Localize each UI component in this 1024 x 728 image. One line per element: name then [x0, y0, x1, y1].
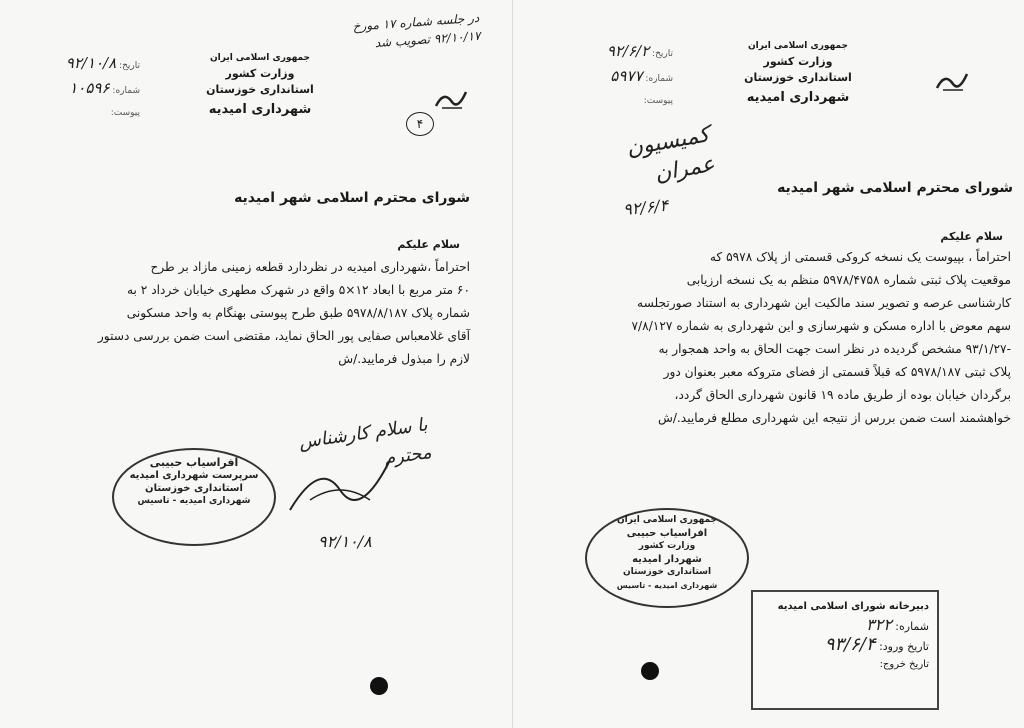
right-stamp-line-1: جمهوری اسلامی ایران: [616, 515, 718, 525]
right-referral-date: ۹۲/۶/۴: [622, 195, 670, 220]
left-date-value: ۹۲/۱۰/۸: [65, 54, 117, 72]
left-header-line-1: جمهوری اسلامی ایران: [209, 53, 311, 63]
left-round-stamp: [112, 448, 276, 546]
left-stamp-line-2: سرپرست شهرداری امیدیه: [129, 470, 259, 481]
left-body-line-4: آقای غلامعباس صفایی پور الحاق نماید، مقتضی است ضمن بررسی دستور: [97, 329, 470, 343]
left-stamp-line-4: شهرداری امیدیه - تاسیس: [137, 496, 251, 506]
left-meta-block: [30, 52, 140, 124]
left-greeting: سلام علیکم: [397, 238, 460, 251]
right-header-line-1: جمهوری اسلامی ایران: [747, 41, 849, 51]
right-council-title: شورای محترم اسلامی شهر امیدیه: [777, 180, 1013, 196]
left-body-line-5: لازم را مبذول فرمایید./ش: [338, 352, 470, 366]
receipt-date-label: تاریخ ورود:: [879, 640, 929, 653]
right-letterhead: [728, 38, 868, 106]
left-punch-hole: [370, 677, 388, 695]
right-round-stamp: [585, 508, 749, 608]
right-greeting: سلام علیکم: [940, 230, 1003, 243]
receipt-date-row: [761, 636, 929, 656]
receipt-number-row: [761, 616, 929, 636]
right-letter-body: [563, 246, 1011, 430]
receipt-number-label: شماره:: [895, 620, 929, 633]
right-body-line-7: برگردان خیابان بوده از طریق ماده ۱۹ قانون شهرداری الحاق گردد،: [674, 388, 1011, 402]
left-body-line-2: ۶۰ متر مربع با ابعاد ۱۲×۵ واقع در شهرک مطهری خیابان خرداد ۲ به: [126, 283, 470, 297]
right-date-row: [563, 40, 673, 65]
left-stamp-line-1: افراسیاب حبیبی: [149, 456, 239, 469]
right-body-line-3: کارشناسی عرصه و تصویر سند مالکیت این شهرداری به استناد صورتجلسه: [637, 296, 1011, 310]
left-header-line-2: وزارت کشور: [225, 67, 295, 80]
right-letter-page: [512, 0, 1024, 728]
right-stamp-line-2: افراسیاب حبیبی: [626, 528, 708, 539]
right-header-line-3: استانداری خوزستان: [744, 71, 852, 84]
left-signature-note: با سلام کارشناس محترم: [297, 414, 433, 470]
receipt-exit-label: تاریخ خروج:: [879, 659, 929, 670]
receipt-date-value: ۹۳/۶/۴: [824, 634, 876, 655]
receipt-number-value: ۳۲۲: [866, 615, 892, 634]
right-number-label: شماره:: [645, 74, 673, 84]
left-logo: [432, 84, 472, 114]
left-number-label: شماره:: [112, 86, 140, 96]
left-attachment-label: پیوست:: [110, 108, 140, 118]
left-signature-scribble-icon: [280, 440, 410, 520]
right-body-line-5: -۹۳/۱/۲۷ مشخص گردیده در نظر است جهت الحاق به واحد همجوار به: [658, 342, 1011, 356]
left-approval-note: در جلسه شماره ۱۷ مورخ ۹۲/۱۰/۱۷ تصویب شد: [352, 10, 481, 51]
left-org-name: شهرداری امیدیه: [208, 102, 312, 117]
receipt-stamp-title: دبیرخانه شورای اسلامی امیدیه: [777, 601, 929, 612]
right-stamp-line-6: شهرداری امیدیه - تاسیس: [616, 581, 718, 590]
right-meta-block: [563, 40, 673, 112]
left-circled-number: ۴: [406, 112, 434, 136]
left-letterhead: [190, 50, 330, 118]
right-stamp-line-3: وزارت کشور: [638, 541, 696, 551]
left-date-row: [30, 52, 140, 77]
right-body-line-6: پلاک ثبتی ۵۹۷۸/۱۸۷ که قبلاً قسمتی از فضای متروکه معبر بعنوان دور: [663, 365, 1011, 379]
right-body-line-8: خواهشمند است ضمن بررس از نتیجه این شهرداری مطلع فرمایید./ش: [657, 411, 1011, 425]
right-attachment-row: [563, 90, 673, 112]
right-attachment-label: پیوست:: [643, 96, 673, 106]
left-attachment-row: [30, 102, 140, 124]
left-header-line-3: استانداری خوزستان: [206, 83, 314, 96]
right-logo: [933, 66, 973, 96]
bismillah-logo-icon: [432, 84, 472, 114]
left-date-label: تاریخ:: [119, 61, 140, 71]
right-header-line-2: وزارت کشور: [763, 55, 833, 68]
left-stamp-line-3: استانداری خوزستان: [145, 483, 243, 494]
left-council-title: شورای محترم اسلامی شهر امیدیه: [234, 190, 470, 206]
right-body-line-2: موقعیت پلاک ثبتی شماره ۵۹۷۸/۴۷۵۸ منظم به یک نسخه ارزیابی: [686, 273, 1011, 287]
right-date-label: تاریخ:: [652, 49, 673, 59]
right-stamp-line-4: شهردار امیدیه: [632, 554, 702, 565]
right-date-value: ۹۲/۶/۲: [606, 42, 650, 60]
right-body-line-4: سهم معوض با اداره مسکن و شهرسازی و این شهرداری به شماره ۷/۸/۱۲۷: [631, 319, 1011, 333]
right-stamp-line-5: استانداری خوزستان: [622, 567, 712, 577]
right-punch-hole: [641, 662, 659, 680]
left-number-row: [30, 77, 140, 102]
right-receipt-stamp: [751, 590, 939, 710]
right-referral-note: کمیسیون عمران: [624, 122, 717, 187]
bismillah-logo-icon: [933, 66, 973, 96]
right-number-row: [563, 65, 673, 90]
right-org-name: شهرداری امیدیه: [746, 90, 850, 105]
left-body-line-3: شماره پلاک ۵۹۷۸/۸/۱۸۷ طبق طرح پیوستی بهنگام به واحد مسکونی: [126, 306, 470, 320]
left-body-line-1: احتراماً ،شهرداری امیدیه در نظردارد قطعه زمینی مازاد بر طرح: [150, 260, 470, 274]
left-number-value: ۱۰۵۹۶: [69, 79, 110, 97]
right-number-value: ۵۹۷۷: [610, 67, 643, 85]
left-letter-body: [75, 256, 470, 371]
right-body-line-1: احتراماً ، بپیوست یک نسخه کروکی قسمتی از پلاک ۵۹۷۸ که: [709, 250, 1011, 264]
left-signature-date: ۹۲/۱۰/۸: [318, 532, 372, 551]
